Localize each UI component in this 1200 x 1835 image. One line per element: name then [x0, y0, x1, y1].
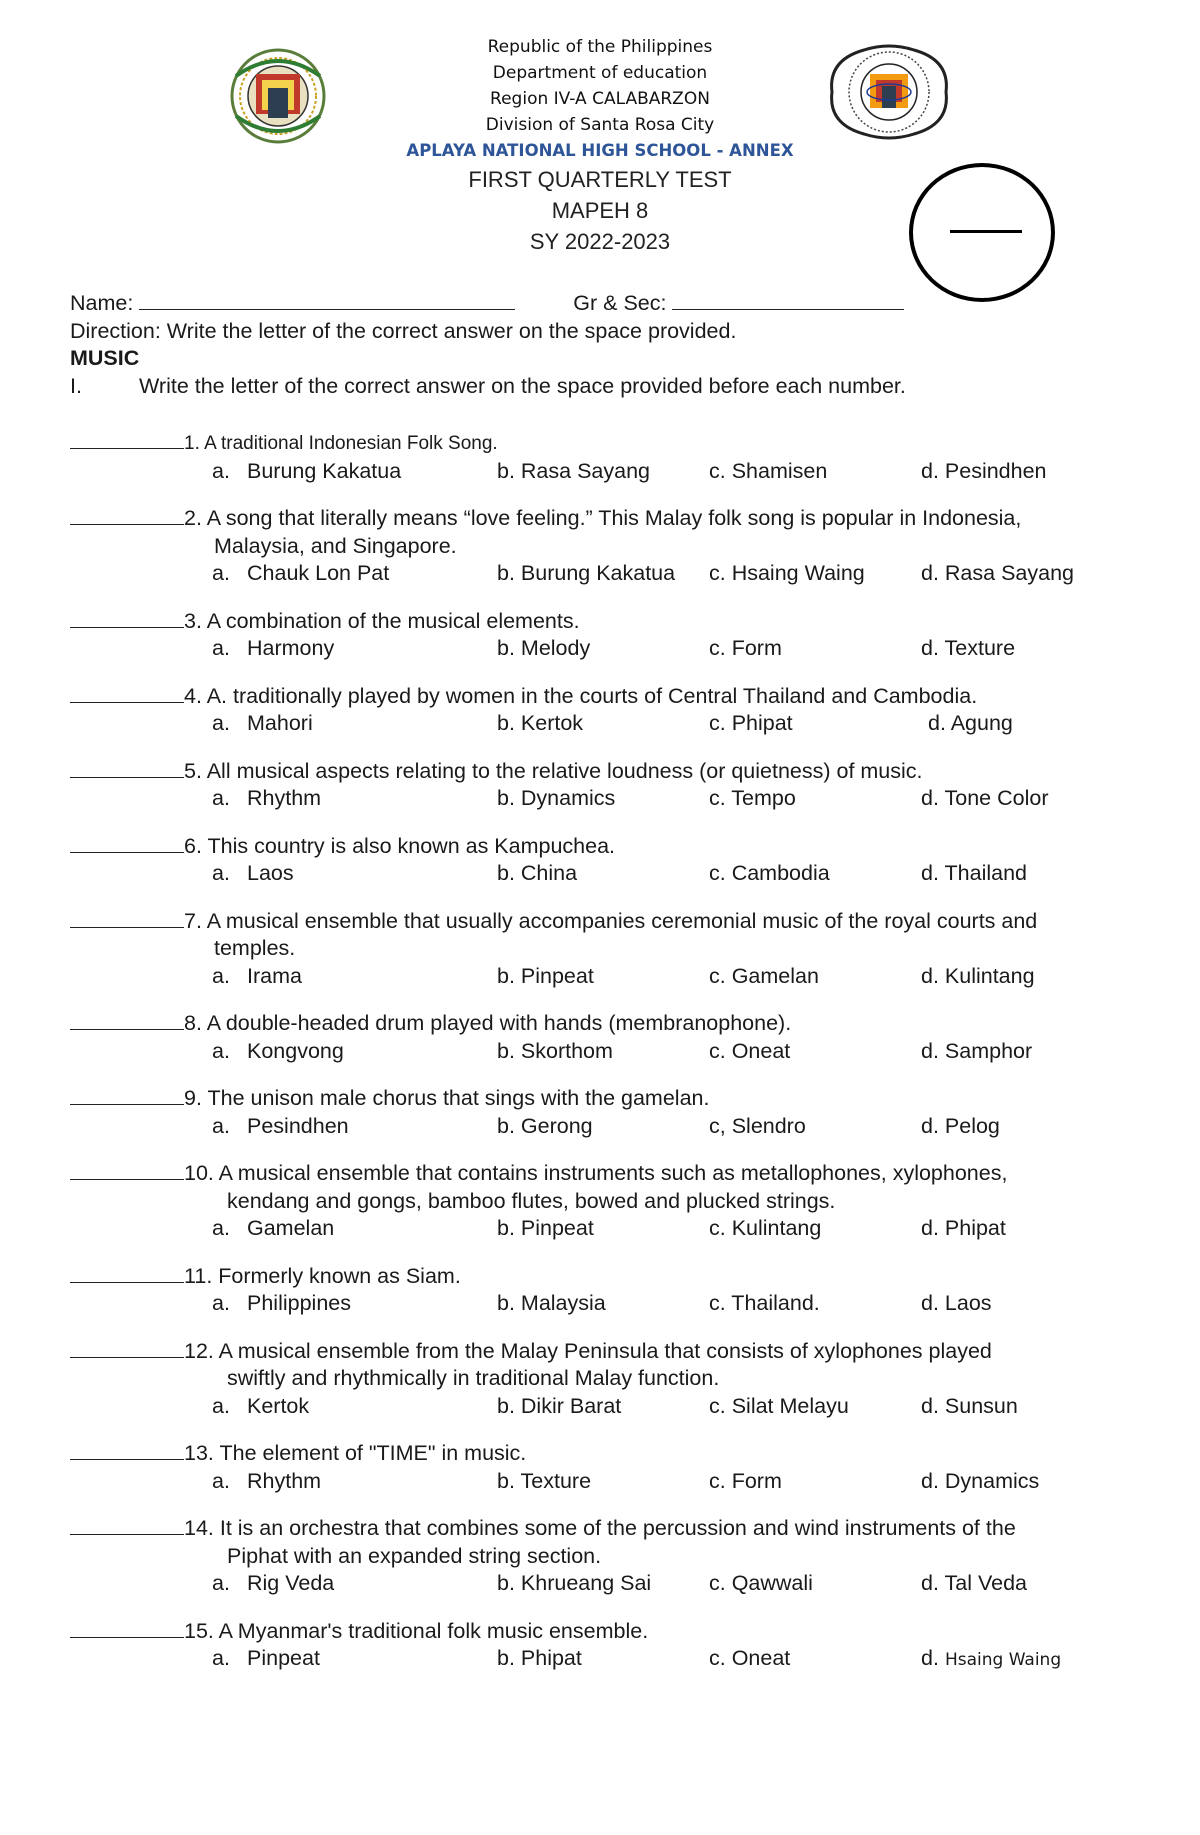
answer-blank[interactable]: [70, 1513, 184, 1535]
header-line-division: Division of Santa Rosa City: [485, 115, 715, 135]
choice-b: [497, 560, 675, 588]
choice-c: [709, 1393, 849, 1421]
school-year: SY 2022-2023: [529, 229, 671, 254]
choice-a: [212, 458, 401, 486]
choice-d: [921, 1468, 1039, 1496]
choice-a: [212, 1215, 334, 1243]
question-stem-row: [70, 606, 1160, 636]
answer-blank[interactable]: [70, 1336, 184, 1358]
section-field[interactable]: [672, 289, 904, 310]
answer-blank[interactable]: [70, 427, 184, 449]
choice-b-text: b. Khrueang Sai: [497, 1571, 652, 1595]
header-line-republic: Republic of the Philippines: [487, 37, 713, 57]
choice-a-text: Rhythm: [247, 1468, 322, 1493]
choice-c-text: c. Cambodia: [709, 861, 830, 885]
choice-c: [709, 785, 796, 813]
question-text: 4. A. traditionally played by women in the courts of Central Thailand and Cambodia.: [184, 683, 978, 708]
choice-b-text: b. Dynamics: [497, 786, 616, 810]
choice-d-text: d. Tone Color: [921, 786, 1049, 810]
choice-a-letter: a.: [212, 963, 230, 988]
choice-b-text: b. Texture: [497, 1468, 592, 1493]
header-line-region: Region IV-A CALABARZON: [490, 89, 710, 109]
question-stem-row: [70, 831, 1160, 861]
choice-c-text: c. Oneat: [709, 1038, 791, 1063]
choice-b: [497, 1645, 582, 1673]
choice-a-text: Pesindhen: [247, 1113, 349, 1138]
section-numeral: I.: [70, 373, 82, 398]
choice-c-text: c. Gamelan: [709, 963, 819, 988]
direction-text: Direction: Write the letter of the correct answer on the space provided.: [70, 318, 737, 343]
choice-row: [212, 1570, 1160, 1598]
choice-c: [709, 458, 827, 486]
question-item: [70, 427, 1160, 485]
choice-a-letter: a.: [212, 1468, 230, 1493]
choice-b: [497, 1468, 591, 1496]
question-text: 13. The element of "TIME" in music.: [184, 1441, 527, 1465]
choice-row: [212, 1215, 1160, 1243]
choice-b-text: b. Phipat: [497, 1646, 582, 1670]
choice-a-text: Pinpeat: [247, 1646, 320, 1670]
choice-row: [212, 785, 1160, 813]
choice-c-text: c. Form: [709, 1468, 782, 1493]
question-stem-row: [70, 681, 1160, 711]
question-item: [70, 606, 1160, 663]
choice-c: [709, 1645, 790, 1673]
choice-a-letter: a.: [212, 711, 230, 735]
choice-b: [497, 1215, 594, 1243]
question-text: 14. It is an orchestra that combines some of the percussion and wind instruments of the: [184, 1516, 1016, 1540]
question-text: 8. A double-headed drum played with hands (membranophone).: [184, 1011, 792, 1035]
choice-d-text: d.: [921, 1646, 939, 1670]
question-stem-row: [70, 1336, 1160, 1366]
choice-b-text: b. Burung Kakatua: [497, 561, 676, 585]
choice-a-text: Harmony: [247, 636, 335, 660]
choice-a-letter: a.: [212, 786, 230, 810]
choice-d: [921, 1038, 1032, 1066]
choice-b-text: b. Dikir Barat: [497, 1393, 622, 1418]
choice-a-letter: a.: [212, 561, 230, 585]
choice-c-text: c. Shamisen: [709, 458, 828, 483]
question-item: [70, 1158, 1160, 1243]
choice-d: [921, 1215, 1006, 1243]
question-text: 6. This country is also known as Kampuchea.: [184, 833, 616, 858]
choice-b: [497, 785, 615, 813]
question-item: [70, 1438, 1160, 1495]
choice-d: [921, 560, 1074, 588]
choice-d: [921, 860, 1027, 888]
choice-b: [497, 963, 594, 991]
choice-c-text: c. Thailand.: [709, 1291, 820, 1315]
question-item: [70, 503, 1160, 588]
choice-d: [921, 1645, 1061, 1675]
test-body: [70, 289, 1160, 1673]
choice-b-text: b. Rasa Sayang: [497, 458, 650, 483]
choice-b: [497, 1570, 651, 1598]
question-stem-row: [70, 427, 1160, 458]
choice-b: [497, 710, 583, 738]
choice-row: [212, 1290, 1160, 1318]
choice-d-text: d. Samphor: [921, 1038, 1033, 1063]
choice-a-letter: a.: [212, 861, 230, 885]
header-line-department: Department of education: [492, 63, 708, 83]
school-name: APLAYA NATIONAL HIGH SCHOOL - ANNEX: [406, 141, 794, 160]
question-text-continued: temples.: [214, 936, 296, 960]
choice-c: [709, 560, 865, 588]
choice-b-text: b. China: [497, 861, 578, 885]
answer-blank[interactable]: [70, 1158, 184, 1180]
choice-d-text: d. Laos: [921, 1291, 992, 1315]
choice-a: [212, 1038, 344, 1066]
choice-a: [212, 1393, 309, 1421]
question-text-continued: Malaysia, and Singapore.: [214, 533, 457, 558]
choice-a: [212, 560, 389, 588]
choice-d-text: d. Agung: [928, 711, 1013, 735]
question-item: [70, 1083, 1160, 1140]
question-item: [70, 1616, 1160, 1673]
choice-a-text: Irama: [247, 963, 302, 988]
question-stem-row: [70, 756, 1160, 786]
choice-d: [921, 1113, 1000, 1141]
question-text: 15. A Myanmar's traditional folk music ensemble.: [184, 1618, 649, 1643]
question-text: 1. A traditional Indonesian Folk Song.: [184, 433, 498, 454]
choice-b-text: b. Malaysia: [497, 1291, 606, 1315]
choice-c-text: c. Phipat: [709, 711, 793, 735]
choice-a: [212, 1570, 334, 1598]
choice-b: [497, 1290, 606, 1318]
choice-b-text: b. Melody: [497, 636, 591, 660]
subject-title: MAPEH 8: [551, 198, 649, 223]
section-instruction-row: [70, 373, 1160, 401]
answer-blank[interactable]: [70, 1438, 184, 1460]
question-text: 5. All musical aspects relating to the relative loudness (or quietness) of music.: [184, 758, 923, 783]
choice-d-text: d. Sunsun: [921, 1393, 1018, 1418]
question-text-continued: Piphat with an expanded string section.: [227, 1543, 602, 1568]
test-title: FIRST QUARTERLY TEST: [468, 167, 732, 192]
answer-blank[interactable]: [70, 906, 184, 928]
choice-a-text: Mahori: [247, 711, 313, 735]
choice-d-text: d. Dynamics: [921, 1468, 1040, 1493]
choice-row: [212, 1038, 1160, 1066]
question-text-continued: kendang and gongs, bamboo flutes, bowed and plucked strings.: [227, 1188, 836, 1213]
choice-d: [921, 635, 1015, 663]
choice-c-text: c. Tempo: [709, 786, 796, 810]
choice-d-text: d. Kulintang: [921, 963, 1035, 988]
choice-b: [497, 1038, 613, 1066]
choice-a: [212, 1468, 321, 1496]
choice-a: [212, 785, 321, 813]
choice-a-letter: a.: [212, 458, 230, 483]
choice-b-text: b. Pinpeat: [497, 963, 594, 988]
question-item: [70, 1008, 1160, 1065]
question-item: [70, 906, 1160, 991]
choice-c: [709, 1290, 820, 1318]
choice-a-text: Rhythm: [247, 786, 322, 810]
choice-d: [921, 1290, 992, 1318]
choice-c: [709, 963, 819, 991]
choice-c-text: c. Hsaing Waing: [709, 561, 865, 585]
choice-a-letter: a.: [212, 1038, 230, 1063]
choice-a-text: Burung Kakatua: [247, 458, 402, 483]
answer-blank[interactable]: [70, 831, 184, 853]
choice-row: [212, 963, 1160, 991]
choice-a-text: Rig Veda: [247, 1571, 335, 1595]
choice-a: [212, 1645, 320, 1673]
answer-blank[interactable]: [70, 1083, 184, 1105]
choice-d-text: d. Rasa Sayang: [921, 561, 1074, 585]
choice-d: [921, 1393, 1018, 1421]
choice-b: [497, 860, 577, 888]
question-text-continued: swiftly and rhythmically in traditional Malay function.: [227, 1366, 720, 1390]
choice-row: [212, 860, 1160, 888]
choice-row: [212, 635, 1160, 663]
choice-d-text: d. Pelog: [921, 1113, 1000, 1138]
score-fraction-bar: [950, 230, 1022, 233]
choice-d: [928, 710, 1013, 738]
choice-d: [921, 963, 1035, 991]
question-stem-row: [70, 1158, 1160, 1188]
choice-c-text: c. Oneat: [709, 1646, 791, 1670]
choice-b-text: b. Pinpeat: [497, 1216, 594, 1240]
question-item: [70, 1513, 1160, 1598]
choice-d: [921, 785, 1049, 813]
section-title: MUSIC: [70, 346, 140, 370]
answer-blank[interactable]: [70, 1616, 184, 1638]
question-item: [70, 1261, 1160, 1318]
choice-c-text: c, Slendro: [709, 1113, 806, 1138]
question-stem-row: [70, 503, 1160, 533]
choice-c: [709, 710, 793, 738]
question-list: [70, 427, 1160, 1673]
choice-c: [709, 860, 830, 888]
choice-row: [212, 1393, 1160, 1421]
choice-b: [497, 1393, 621, 1421]
choice-c: [709, 1215, 821, 1243]
choice-c-text: c. Qawwali: [709, 1571, 813, 1595]
question-stem-row: [70, 1261, 1160, 1291]
choice-a: [212, 635, 334, 663]
choice-c-text: c. Kulintang: [709, 1216, 822, 1240]
choice-a-letter: a.: [212, 636, 230, 660]
question-text: 7. A musical ensemble that usually accompanies ceremonial music of the royal courts and: [184, 908, 1038, 933]
question-text: 12. A musical ensemble from the Malay Peninsula that consists of xylophones played: [184, 1338, 992, 1363]
question-stem-row: [70, 906, 1160, 936]
choice-a-text: Philippines: [247, 1291, 351, 1315]
choice-a-letter: a.: [212, 1291, 230, 1315]
choice-a-text: Kertok: [247, 1393, 310, 1418]
name-label: Name:: [70, 291, 134, 315]
choice-d-text-small: Hsaing Waing: [944, 1650, 1062, 1670]
choice-c: [709, 1038, 790, 1066]
choice-b-text: b. Gerong: [497, 1113, 593, 1138]
choice-c: [709, 1570, 813, 1598]
choice-row: [212, 1113, 1160, 1141]
choice-d-text: d. Texture: [921, 636, 1016, 660]
question-text: 9. The unison male chorus that sings with the gamelan.: [184, 1086, 710, 1110]
answer-blank[interactable]: [70, 756, 184, 778]
section-label: Gr & Sec:: [573, 291, 667, 315]
question-stem-row: [70, 1616, 1160, 1646]
choice-a-letter: a.: [212, 1571, 230, 1595]
choice-d-text: d. Thailand: [921, 861, 1027, 885]
score-circle: [909, 163, 1055, 302]
choice-c-text: c. Form: [709, 636, 782, 660]
question-text: 11. Formerly known as Siam.: [184, 1263, 461, 1288]
choice-a-text: Chauk Lon Pat: [247, 561, 390, 585]
choice-c: [709, 1113, 806, 1141]
choice-row: [212, 458, 1160, 486]
choice-a: [212, 860, 294, 888]
question-text: 2. A song that literally means “love feeling.” This Malay folk song is popular in Indonesia,: [184, 506, 1022, 530]
choice-a-text: Gamelan: [247, 1216, 335, 1240]
choice-a: [212, 1113, 349, 1141]
choice-c-text: c. Silat Melayu: [709, 1393, 849, 1418]
question-item: [70, 756, 1160, 813]
answer-blank[interactable]: [70, 503, 184, 525]
choice-row: [212, 1468, 1160, 1496]
question-stem-row: [70, 1083, 1160, 1113]
question-text: 3. A combination of the musical elements.: [184, 608, 580, 633]
choice-b: [497, 1113, 593, 1141]
choice-a-letter: a.: [212, 1216, 230, 1240]
name-field[interactable]: [139, 289, 515, 310]
choice-a: [212, 1290, 351, 1318]
name-row: [70, 289, 1160, 318]
question-item: [70, 831, 1160, 888]
answer-blank[interactable]: [70, 1008, 184, 1030]
choice-b-text: b. Skorthom: [497, 1038, 613, 1063]
choice-a-text: Kongvong: [247, 1038, 344, 1063]
question-item: [70, 681, 1160, 738]
choice-c: [709, 1468, 782, 1496]
choice-c: [709, 635, 782, 663]
answer-blank[interactable]: [70, 606, 184, 628]
section-instruction: Write the letter of the correct answer on the space provided before each number.: [139, 373, 906, 398]
question-stem-row: [70, 1008, 1160, 1038]
choice-a-letter: a.: [212, 1113, 230, 1138]
answer-blank[interactable]: [70, 681, 184, 703]
question-stem-row: [70, 1438, 1160, 1468]
choice-d-text: d. Phipat: [921, 1216, 1006, 1240]
choice-b-text: b. Kertok: [497, 711, 584, 735]
choice-d: [921, 1570, 1027, 1598]
choice-row: [212, 1645, 1160, 1673]
choice-d-text: d. Pesindhen: [921, 458, 1047, 483]
choice-a: [212, 710, 313, 738]
choice-b: [497, 458, 650, 486]
answer-blank[interactable]: [70, 1261, 184, 1283]
question-text: 10. A musical ensemble that contains instruments such as metallophones, xylophones,: [184, 1161, 1008, 1185]
question-stem-row: [70, 1513, 1160, 1543]
choice-a: [212, 963, 302, 991]
choice-a-letter: a.: [212, 1393, 230, 1418]
question-item: [70, 1336, 1160, 1421]
choice-a-letter: a.: [212, 1646, 230, 1670]
choice-d: [921, 458, 1047, 486]
choice-row: [212, 560, 1160, 588]
choice-d-text: d. Tal Veda: [921, 1571, 1027, 1595]
choice-row: [212, 710, 1160, 738]
choice-b: [497, 635, 590, 663]
choice-a-text: Laos: [247, 861, 294, 885]
